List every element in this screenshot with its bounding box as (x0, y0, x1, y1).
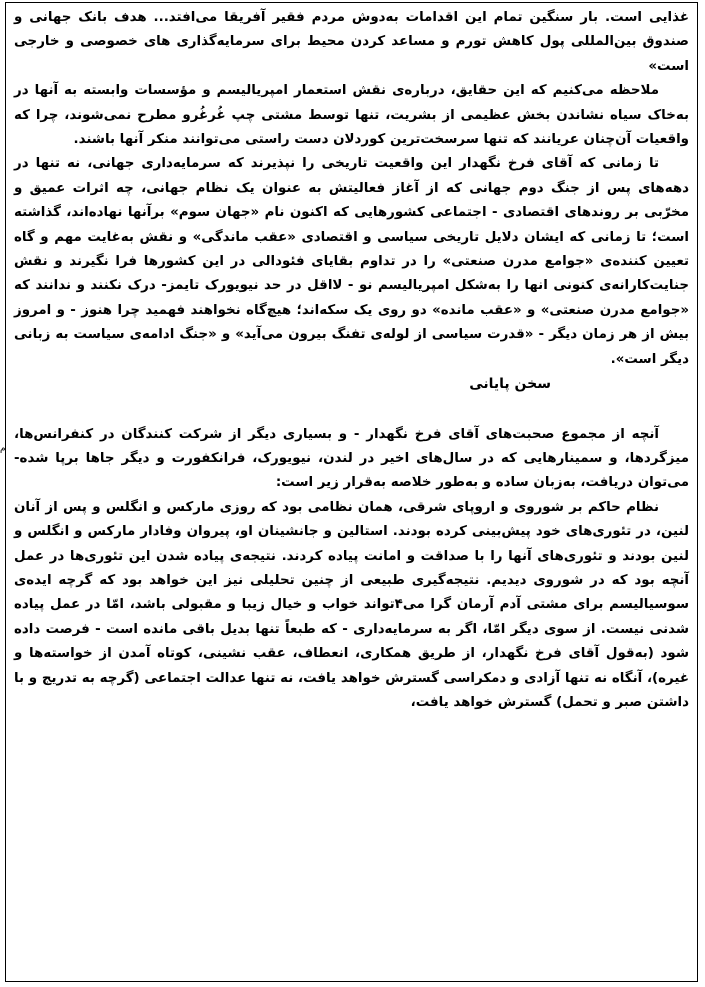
section-gap (14, 397, 689, 423)
paragraph-3: تا زمانی که آقای فرخ نگهدار این واقعیت تاریخی را نپذیرند که سرمایه‌داری جهانی، نه تنها در دهه‌های پس از جنگ دوم جهانی که از آغاز فعالیتش به عنوان یک نظام جهانی، چه اثرات عمیق و مخرّبی بر روندهای اقتصادی - اجتماعی کشورهایی که اکنون نام «جهان سوم» برآنها نهاده‌اند، گذاشته است؛ تا زمانی که ایشان دلایل تاریخی سیاسی و اقتصادی «عقب ماندگی» و نقش به‌غایت مهم و گاه تعیین کننده‌ی «جوامع مدرن صنعتی» را در تداوم بقایای فئودالی در این کشورها فرا نگیرند و نقش جنایت‌کارانه‌ی کنونی انها را به‌شکل امپریالیسم نو - لااقل در حد نیویورک تایمز- درک نکنند و ندانند که «جوامع مدرن صنعتی» و «عقب مانده» دو روی یک سکه‌اند؛ هیچ‌گاه نخواهند فهمید چرا هنوز - و امروز بیش از هر زمان دیگر - «قدرت سیاسی از لوله‌ی تفنگ بیرون می‌آید» و «جنگ ادامه‌ی سیاست به زبانی دیگر است». (14, 156, 689, 367)
document-page (5, 2, 698, 982)
paragraph-4: آنچه از مجموع صحبت‌های آقای فرخ نگهدار - و بسیاری دیگر از شرکت کنندگان در کنفرانس‌ها، میزگردها، و سمینارهایی که در سال‌های اخیر در لندن، نیویورک، فرانکفورت و دیگر جاها برپا شده- می‌توان دریافت، به‌زبان ساده و به‌طور خلاصه به‌قرار زیر است: (14, 426, 689, 491)
paragraph-2: ملاحظه می‌کنیم که این حقایق، درباره‌ی نقش استعمار امپریالیسم و مؤسسات وابسته به آنها در به‌خاک سیاه نشاندن بخش عظیمی از بشریت، تنها توسط مشتی چپ غُرغُرو مطرح نمی‌شوند، چرا که واقعیات آن‌چنان عریانند که تنها سرسخت‌ترین کوردلان دست راستی می‌توانند منکر آنها باشند. (14, 83, 689, 148)
paragraph-1: غذایی است. بار سنگین تمام این اقدامات به‌دوش مردم فقیر آفریقا می‌افتد... هدف بانک جهانی و صندوق بین‌المللی پول کاهش تورم و مساعد کردن محیط برای سرمایه‌گذاری های خصوصی و خارجی است» (14, 10, 689, 74)
paragraph-5: نظام حاکم بر شوروی و اروپای شرقی، همان نظامی بود که روزی مارکس و انگلس و پس از آنان لنین، در تئوری‌های خود پیش‌بینی کرده بودند. استالین و جانشینان او، پیروان وفادار مارکس و انگلس و لنین بودند و تئوری‌های آنها را با صداقت و امانت پیاده کردند. نتیجه‌ی پیاده شدن این تئوری‌ها در عمل آنچه بود که در شوروی دیدیم. نتیجه‌گیری طبیعی از چنین تحلیلی نیز این خواهد بود که گرچه ایده‌ی سوسیالیسم برای مشتی آدم آرمان گرا می‌۴تواند خواب و خیال زیبا و مقبولی باشد، امّا در عمل پیاده شدنی نیست. از سوی دیگر امّا، اگر به سرمایه‌داری - که طبعاً تنها بدیل باقی مانده است - فرصت داده شود (به‌قول آقای فرخ نگهدار، از طریق همکاری، انعطاف، عقب نشینی، کوتاه آمدن از خواسته‌ها و غیره)، آنگاه نه تنها آزادی و دمکراسی گسترش خواهد یافت، نه تنها عدالت اجتماعی (گرچه به تدریج و با داشتن صبر و تحمل) گسترش خواهد یافت، (14, 499, 689, 710)
section-heading: سخن پایانی (469, 376, 551, 393)
margin-mark: م (0, 444, 6, 454)
